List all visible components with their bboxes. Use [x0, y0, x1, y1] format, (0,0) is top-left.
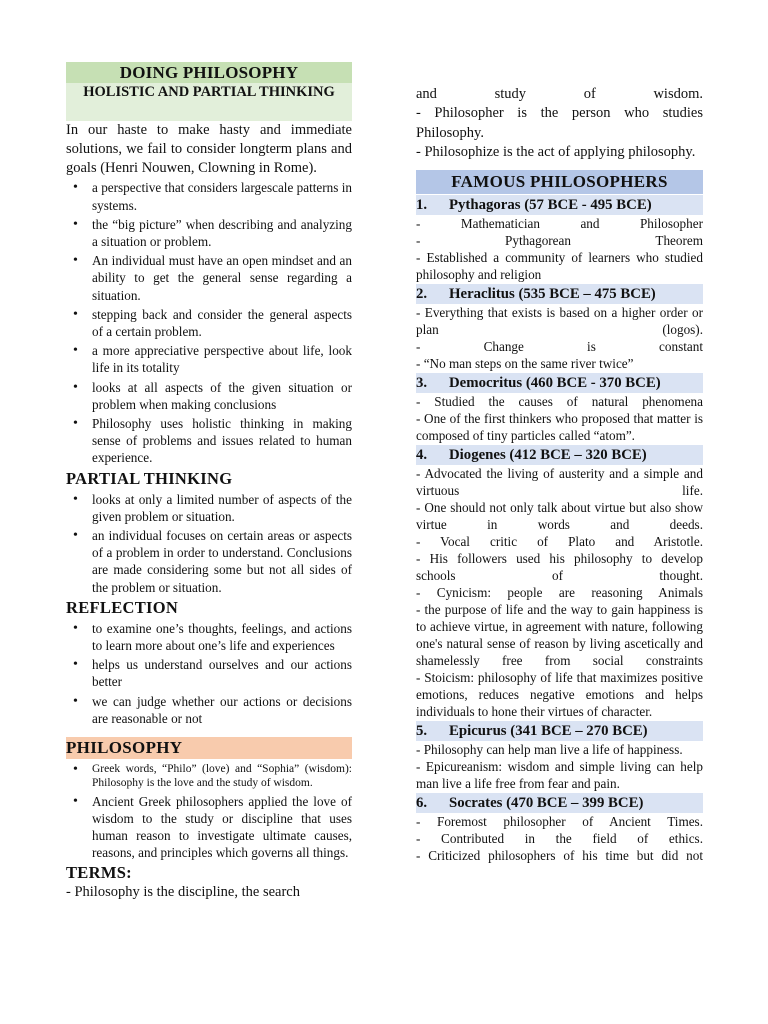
philosopher-number: 5. [416, 723, 428, 740]
philosopher-detail: - Epicureanism: wisdom and simple living can help man live a life free from fear and pain. [416, 759, 703, 792]
partial-thinking-heading: PARTIAL THINKING [66, 468, 233, 488]
list-item: • to examine one’s thoughts, feelings, and actions to learn more about one’s life and experiences [92, 620, 352, 654]
list-item: • Greek words, “Philo” (love) and “Sophia” (wisdom): Philosophy is the love and the study of wisdom. [92, 763, 352, 791]
philosopher-number: 6. [416, 795, 428, 812]
philosopher-heading [416, 284, 703, 304]
philosopher-number: 1. [416, 197, 428, 214]
philosopher-heading [416, 195, 703, 215]
philosophy-list [66, 793, 352, 862]
philosopher-detail: - Contributed in the field of ethics. [416, 831, 703, 847]
doc-title: DOING PHILOSOPHY [66, 62, 352, 83]
partial-list [66, 491, 352, 596]
philosopher-heading [416, 373, 703, 393]
philosopher-detail: - Everything that exists is based on a higher order or plan (logos). [416, 305, 703, 338]
intro-paragraph: In our haste to make hasty and immediate solutions, we fail to consider longterm plans and goals (Henri Nouwen, Clowning in Rome). [66, 122, 352, 176]
philosopher-name: Socrates (470 BCE – 399 BCE) [449, 795, 644, 812]
philosopher-detail: - Established a community of learners who studied philosophy and religion [416, 250, 703, 283]
philosopher-name: Diogenes (412 BCE – 320 BCE) [449, 447, 647, 464]
philosopher-heading [416, 445, 703, 465]
list-item: • we can judge whether our actions or decisions are reasonable or not [92, 693, 352, 727]
philosopher-detail: - Stoicism: philosophy of life that maximizes positive emotions, reduces negative emotions and helps individuals to hone their virtues of character. [416, 670, 703, 720]
philosopher-detail: - Philosophy can help man live a life of happiness. [416, 742, 683, 758]
list-item: • helps us understand ourselves and our actions better [92, 656, 352, 690]
philosopher-detail: - Pythagorean Theorem [416, 233, 703, 249]
philosopher-detail: - Studied the causes of natural phenomena [416, 394, 703, 410]
philosopher-heading [416, 793, 703, 813]
philosopher-detail: - Foremost philosopher of Ancient Times. [416, 814, 703, 830]
philosopher-detail: - the purpose of life and the way to gain happiness is to achieve virtue, in agreement with nature, following one's natural sense of reason by living ascetically and shamelessly free from social constraints [416, 602, 703, 669]
philosopher-name: Democritus (460 BCE - 370 BCE) [449, 375, 661, 392]
philosophy-small-list [66, 763, 352, 791]
list-item: • a perspective that considers largescale patterns in systems. [92, 179, 352, 213]
philosophers-list [416, 195, 703, 864]
philosopher-detail: - Advocated the living of austerity and a simple and virtuous life. [416, 466, 703, 499]
list-item: • An individual must have an open mindset and an ability to get the general sense regarding a situation. [92, 252, 352, 304]
terms-heading: TERMS: [66, 863, 132, 883]
philosopher-detail: - One should not only talk about virtue but also show virtue in words and deeds. [416, 500, 703, 533]
doc-subtitle: HOLISTIC AND PARTIAL THINKING [66, 83, 352, 121]
reflection-heading: REFLECTION [66, 597, 179, 617]
philosopher-detail: - “No man steps on the same river twice” [416, 356, 634, 372]
philosopher-detail: - One of the first thinkers who proposed that matter is composed of tiny particles called “atom”. [416, 411, 703, 444]
philosopher-name: Pythagoras (57 BCE - 495 BCE) [449, 197, 652, 214]
philosopher-detail: - Vocal critic of Plato and Aristotle. [416, 534, 703, 550]
philosopher-detail: - Criticized philosophers of his time but did not [416, 848, 703, 864]
philosopher-detail: - His followers used his philosophy to develop schools of thought. [416, 551, 703, 584]
philosopher-detail: - Cynicism: people are reasoning Animals [416, 585, 703, 601]
list-item: • an individual focuses on certain areas or aspects of a problem in order to understand. Conclusions are made considering some but not all sides of the problem or situation. [92, 527, 352, 596]
philosopher-detail: - Change is constant [416, 339, 703, 355]
philosopher-number: 3. [416, 375, 428, 392]
philosophy-heading: PHILOSOPHY [66, 737, 352, 759]
philosophize-definition: - Philosophize is the act of applying philosophy. [416, 143, 696, 160]
list-item: • a more appreciative perspective about life, look life in its totality [92, 342, 352, 376]
philosopher-name: Epicurus (341 BCE – 270 BCE) [449, 723, 648, 740]
left-column [66, 62, 352, 902]
terms-continued: and study of wisdom. [416, 86, 703, 102]
list-item: • Philosophy uses holistic thinking in making sense of problems and issues related to human experience. [92, 415, 352, 467]
famous-philosophers-heading: FAMOUS PHILOSOPHERS [416, 170, 703, 194]
philosopher-name: Heraclitus (535 BCE – 475 BCE) [449, 286, 656, 303]
philosopher-heading [416, 721, 703, 741]
philosopher-number: 2. [416, 286, 428, 303]
holistic-list [66, 179, 352, 466]
philosopher-number: 4. [416, 447, 428, 464]
right-column [416, 85, 703, 864]
list-item: • the “big picture” when describing and analyzing a situation or problem. [92, 216, 352, 250]
terms-line: - Philosophy is the discipline, the search [66, 884, 300, 901]
list-item: • stepping back and consider the general aspects of a certain problem. [92, 306, 352, 340]
philosopher-definition: - Philosopher is the person who studies Philosophy. [416, 105, 703, 141]
reflection-list [66, 620, 352, 727]
list-item: • looks at all aspects of the given situation or problem when making conclusions [92, 379, 352, 413]
list-item: • Ancient Greek philosophers applied the love of wisdom to the study or discipline that uses human reason to investigate ultimate causes, reasons, and principles which governs all things. [92, 793, 352, 862]
list-item: • looks at only a limited number of aspects of the given problem or situation. [92, 491, 352, 525]
philosopher-detail: - Mathematician and Philosopher [416, 216, 703, 232]
